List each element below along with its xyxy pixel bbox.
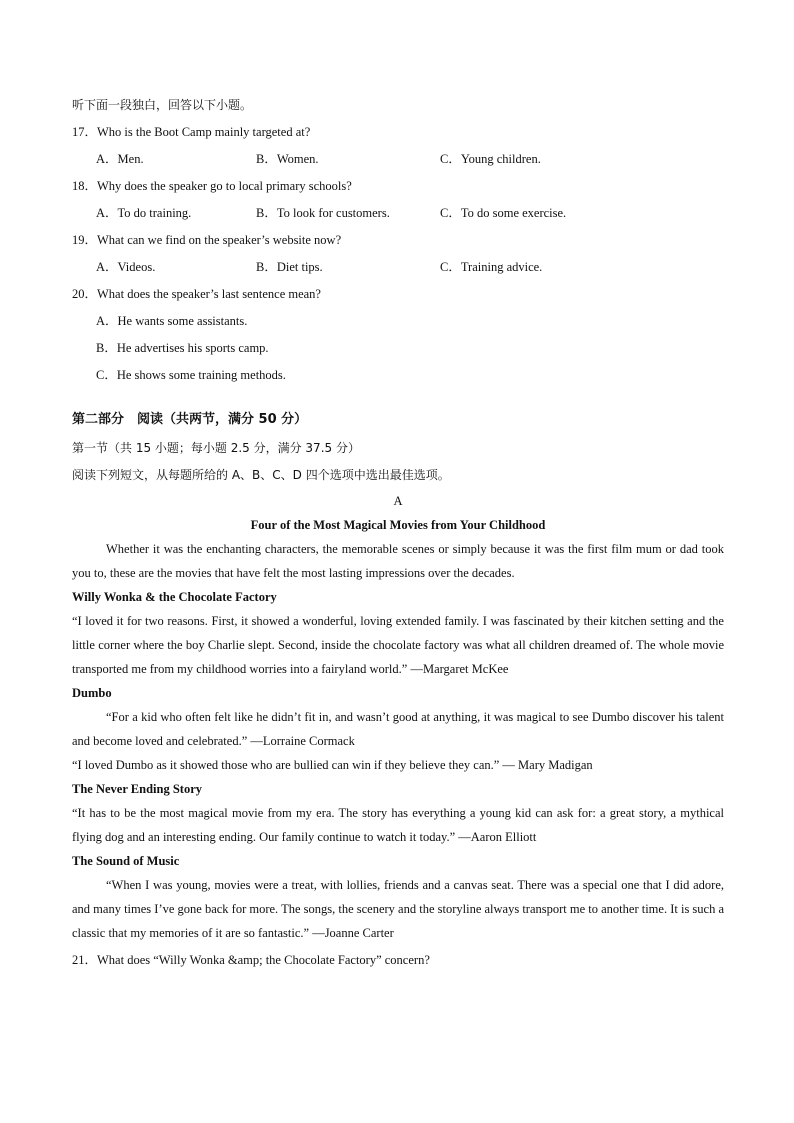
option-b[interactable]: B．To look for customers. (256, 206, 390, 220)
movie-title: The Never Ending Story (72, 782, 202, 796)
listening-instruction: 听下面一段独白，回答以下小题。 (72, 98, 253, 112)
movie-quote: “For a kid who often felt like he didn’t fit in, and wasn’t good at anything, it was magical to see Dumbo discover his talent and become loved and celebrated.” —Lorraine Cormack (72, 710, 724, 748)
exam-page (72, 92, 724, 974)
option-c[interactable]: C．He shows some training methods. (96, 368, 286, 382)
option-c[interactable]: C．Training advice. (440, 260, 543, 274)
option-a[interactable]: A．To do training. (96, 206, 192, 220)
movie-quote: “I loved Dumbo as it showed those who are bullied can win if they believe they can.” — Mary Madigan (72, 758, 593, 772)
movie-title: The Sound of Music (72, 854, 180, 868)
option-a[interactable]: A．Videos. (96, 260, 156, 274)
question-17-options (72, 146, 724, 173)
question-19-options (72, 254, 724, 281)
movie-quote: “When I was young, movies were a treat, with lollies, friends and a canvas seat. There was a special one that I did adore, and many times I’ve gone back for more. The songs, the scenery and the storyline always transport me to another time. It is such a classic that my memories of it are so fantastic.” —Joanne Carter (72, 878, 725, 940)
passage-intro: Whether it was the enchanting characters, the memorable scenes or simply because it was the first film mum or dad took you to, these are the movies that have felt the most lasting impressions over the decades. (72, 542, 724, 580)
question-19: 19．What can we find on the speaker’s website now? (72, 233, 342, 247)
option-a[interactable]: A．Men. (96, 152, 144, 166)
movie-quote: “I loved it for two reasons. First, it showed a wonderful, loving extended family. I was fascinated by their kitchen setting and the little corner where the boy Charlie slept. Second, inside the chocolate factory was what all children dreamed of. The whole movie transported me from my childhood worries into a fairyland world.” —Margaret McKee (72, 614, 724, 676)
movie-quote: “It has to be the most magical movie from my era. The story has everything a young kid can ask for: a great story, a mythical flying dog and an interesting ending. Our family continue to watch it today.” —Aaron Elliott (72, 806, 724, 844)
option-c[interactable]: C．Young children. (440, 152, 541, 166)
movie-title: Dumbo (72, 686, 112, 700)
passage-label: A (393, 494, 403, 508)
question-21: 21．What does “Willy Wonka &amp; the Chocolate Factory” concern? (72, 953, 430, 967)
reading-instruction: 阅读下列短文，从每题所给的 A、B、C、D 四个选项中选出最佳选项。 (72, 468, 450, 482)
question-18-options (72, 200, 724, 227)
option-b[interactable]: B．Women. (256, 152, 319, 166)
option-c[interactable]: C．To do some exercise. (440, 206, 567, 220)
option-b[interactable]: B．He advertises his sports camp. (96, 341, 269, 355)
section-title: 第一节（共 15 小题；每小题 2.5 分，满分 37.5 分） (72, 441, 360, 455)
question-17: 17．Who is the Boot Camp mainly targeted at? (72, 125, 311, 139)
question-20: 20．What does the speaker’s last sentence mean? (72, 287, 321, 301)
passage-title: Four of the Most Magical Movies from Your Childhood (250, 518, 546, 532)
option-a[interactable]: A．He wants some assistants. (96, 314, 248, 328)
part-title: 第二部分 阅读（共两节，满分 50 分） (72, 412, 308, 427)
question-18: 18．Why does the speaker go to local primary schools? (72, 179, 352, 193)
option-b[interactable]: B．Diet tips. (256, 260, 323, 274)
movie-title: Willy Wonka & the Chocolate Factory (72, 590, 277, 604)
